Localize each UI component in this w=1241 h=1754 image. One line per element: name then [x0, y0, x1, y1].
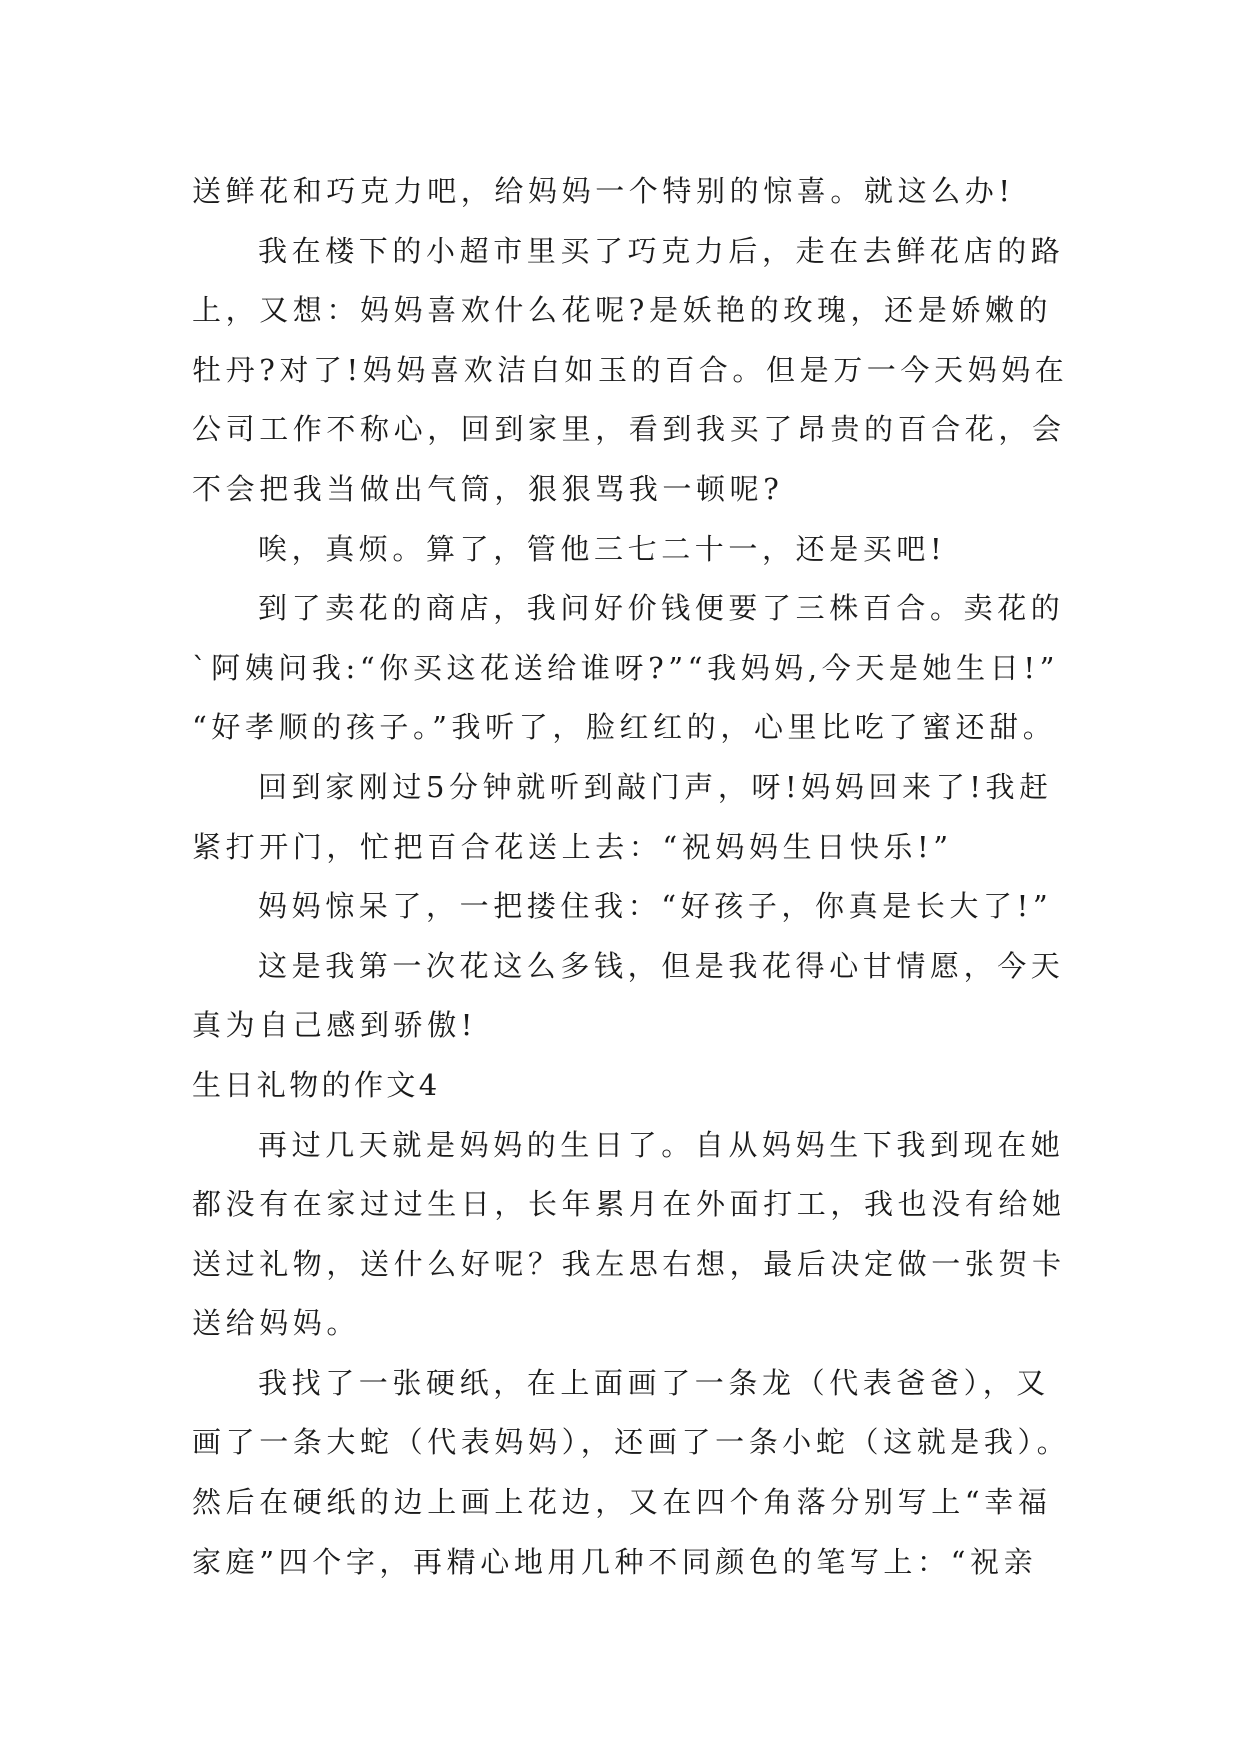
document-body	[192, 162, 1072, 1592]
text-line: 这是我第一次花这么多钱，但是我花得心甘情愿，今天	[258, 948, 1065, 983]
text-line: 不会把我当做出气筒，狠狠骂我一顿呢?	[192, 471, 784, 506]
text-line: 唉，真烦。算了，管他三七二十一，还是买吧!	[258, 531, 947, 566]
text-line: “好孝顺的孩子。”我听了，脸红红的，心里比吃了蜜还甜。	[192, 710, 1057, 745]
text-line: 上，又想：妈妈喜欢什么花呢?是妖艳的玫瑰，还是娇嫩的	[192, 293, 1053, 328]
text-line: 妈妈惊呆了，一把搂住我：“好孩子，你真是长大了!”	[258, 889, 1053, 924]
text-line: 我找了一张硬纸，在上面画了一条龙（代表爸爸），又	[258, 1365, 1050, 1400]
text-line: 我在楼下的小超市里买了巧克力后，走在去鲜花店的路	[258, 233, 1065, 268]
text-line: 牡丹?对了!妈妈喜欢洁白如玉的百合。但是万一今天妈妈在	[192, 352, 1069, 387]
text-line: 紧打开门，忙把百合花送上去：“祝妈妈生日快乐!”	[192, 829, 953, 864]
text-line: 回到家刚过5分钟就听到敲门声，呀!妈妈回来了!我赶	[258, 769, 1053, 804]
text-line: 然后在硬纸的边上画上花边，又在四个角落分别写上“幸福	[192, 1485, 1052, 1520]
text-line: `阿姨问我:“你买这花送给谁呀?”“我妈妈,今天是她生日!”	[192, 650, 1059, 685]
text-line: 都没有在家过过生日，长年累月在外面打工，我也没有给她	[192, 1187, 1066, 1222]
text-line: 画了一条大蛇（代表妈妈），还画了一条小蛇（这就是我）。	[192, 1425, 1071, 1460]
text-line: 公司工作不称心，回到家里，看到我买了昂贵的百合花，会	[192, 412, 1066, 447]
text-line: 送鲜花和巧克力吧，给妈妈一个特别的惊喜。就这么办!	[192, 174, 1015, 208]
text-line: 再过几天就是妈妈的生日了。自从妈妈生下我到现在她	[258, 1127, 1065, 1162]
text-line: 送过礼物，送什么好呢？我左思右想，最后决定做一张贺卡	[192, 1246, 1066, 1281]
text-line: 家庭”四个字，再精心地用几种不同颜色的笔写上：“祝亲	[192, 1544, 1038, 1579]
text-line: 真为自己感到骄傲!	[192, 1008, 478, 1043]
text-line: 到了卖花的商店，我问好价钱便要了三株百合。卖花的	[258, 591, 1065, 626]
text-line: 送给妈妈。	[192, 1306, 361, 1341]
section-heading: 生日礼物的作文4	[192, 1067, 441, 1102]
